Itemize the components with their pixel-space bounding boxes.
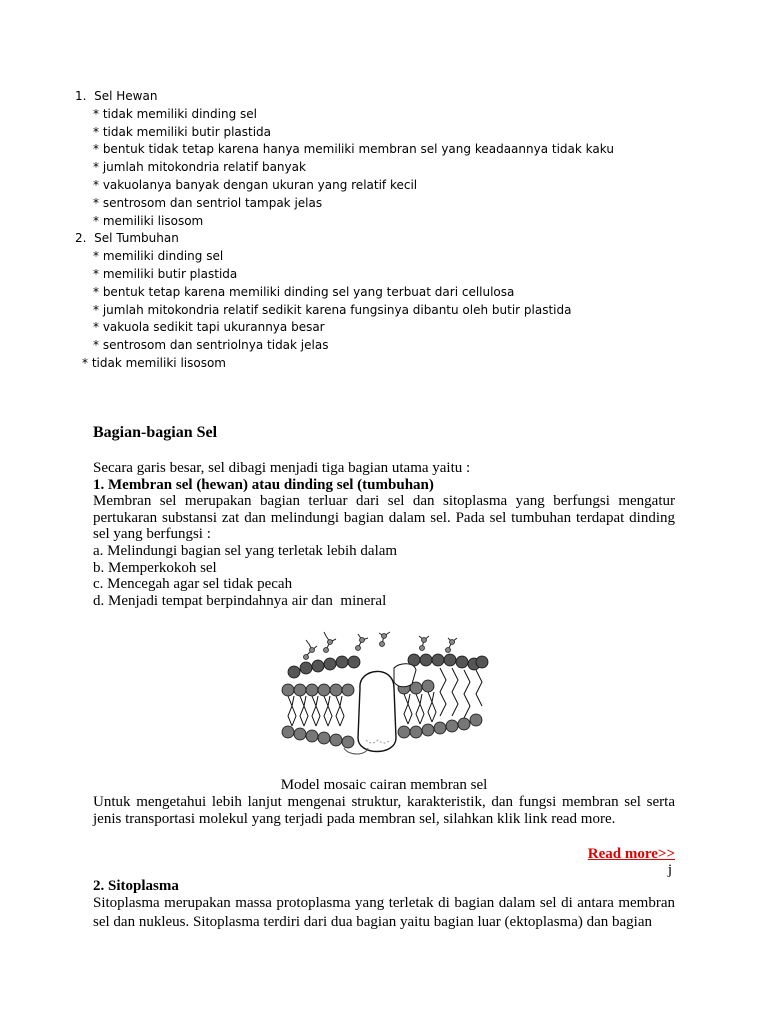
read-more-link[interactable]: Read more>> [587,846,675,862]
plant-bullet: * memiliki butir plastida [93,266,238,281]
followup-paragraph: Untuk mengetahui lebih lanjut mengenai struktur, karakteristik, dan fungsi membran sel serta jenis transportasi molekul yang terjadi pada membran sel, silahkan klik link read more. [93,794,675,827]
animal-bullet: * jumlah mitokondria relatif banyak [93,160,306,175]
plant-bullet: * memiliki dinding sel [93,249,224,264]
animal-bullet: * bentuk tidak tetap karena hanya memiliki membran sel yang keadaannya tidak kaku [93,142,614,157]
list-item-plant-cell: 2. Sel Tumbuhan [75,231,179,246]
cytoplasm-section [93,878,675,932]
section-heading: Bagian-bagian Sel [93,424,218,441]
function-item: a. Melindungi bagian sel yang terletak lebih dalam [93,542,398,559]
section-body [93,460,675,609]
animal-bullet: * sentrosom dan sentriol tampak jelas [93,195,323,210]
animal-bullet: * vakuolanya banyak dengan ukuran yang relatif kecil [93,177,418,192]
membrane-paragraph: Membran sel merupakan bagian terluar dari sel dan sitoplasma yang berfungsi mengatur pertukaran substansi zat dan melindungi bagian dalam sel. Pada sel tumbuhan terdapat dinding sel yang berfungsi : [93,493,675,543]
animal-bullet: * tidak memiliki dinding sel [93,106,257,121]
list-item-animal-cell: 1. Sel Hewan [75,89,158,103]
membrane-heading: 1. Membran sel (hewan) atau dinding sel (tumbuhan) [93,476,434,493]
stray-character: j [667,862,672,878]
function-item: d. Menjadi tempat berpindahnya air dan mineral [93,592,387,609]
cell-comparison-list [70,88,710,373]
plant-bullet: * tidak memiliki lisosom [82,355,226,370]
function-item: b. Memperkokoh sel [93,559,217,576]
plant-bullet: * bentuk tetap karena memiliki dinding sel yang terbuat dari cellulosa [93,284,515,299]
plant-bullet: * vakuola sedikit tapi ukurannya besar [93,320,325,335]
intro-paragraph: Secara garis besar, sel dibagi menjadi tiga bagian utama yaitu : [93,460,471,476]
membrane-diagram [274,628,496,760]
plant-bullet: * jumlah mitokondria relatif sedikit karena fungsinya dibantu oleh butir plastida [93,302,572,317]
animal-bullet: * memiliki lisosom [93,213,204,228]
figure-caption: Model mosaic cairan membran sel [280,777,488,793]
plant-bullet: * sentrosom dan sentriolnya tidak jelas [93,338,329,353]
cytoplasm-paragraph: Sitoplasma merupakan massa protoplasma yang terletak di bagian dalam sel di antara membran sel dan nukleus. Sitoplasma terdiri dari dua bagian yaitu bagian luar (ektoplasma) dan bagian [93,895,675,930]
followup-body [93,794,675,827]
animal-bullet: * tidak memiliki butir plastida [93,124,272,139]
cytoplasm-heading: 2. Sitoplasma [93,878,179,894]
function-item: c. Mencegah agar sel tidak pecah [93,576,293,593]
